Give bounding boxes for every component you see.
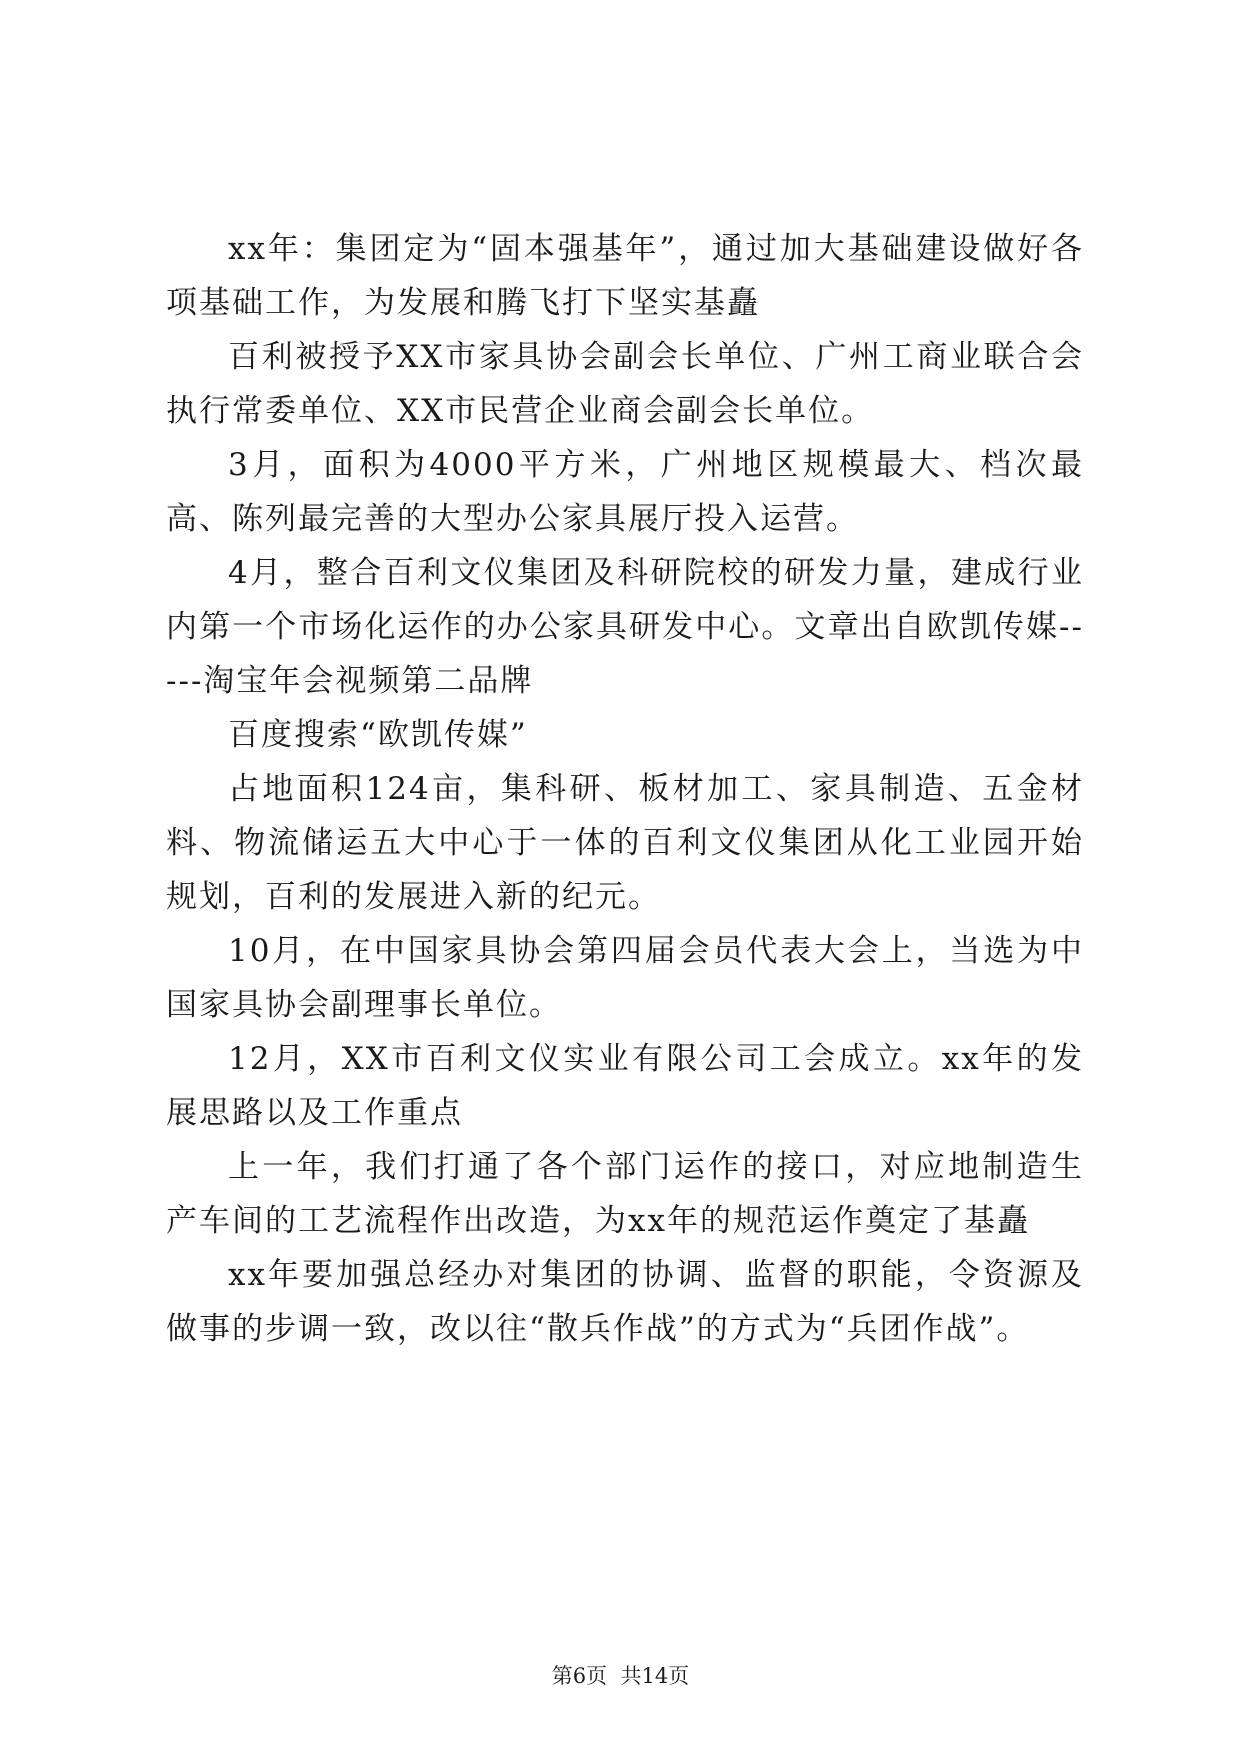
paragraph-2: 百利被授予XX市家具协会副会长单位、广州工商业联合会执行常委单位、XX市民营企业商会副会长单位。 [166, 339, 1084, 429]
paragraph-5: 百度搜索“欧凯传媒” [228, 717, 528, 753]
page-number: 第6页 共14页 [551, 1664, 690, 1688]
paragraph-3: 3月，面积为4000平方米，广州地区规模最大、档次最高、陈列最完善的大型办公家具展厅投入运营。 [166, 447, 1084, 537]
paragraph-1: xx年：集团定为“固本强基年”，通过加大基础建设做好各项基础工作，为发展和腾飞打下坚实基矗 [166, 231, 1084, 321]
paragraph-10: xx年要加强总经办对集团的协调、监督的职能，令资源及做事的步调一致，改以往“散兵作战”的方式为“兵团作战”。 [166, 1257, 1084, 1347]
paragraph-6: 占地面积124亩，集科研、板材加工、家具制造、五金材料、物流储运五大中心于一体的百利文仪集团从化工业园开始规划，百利的发展进入新的纪元。 [166, 771, 1084, 915]
page-footer [0, 1660, 1241, 1690]
document-body [166, 222, 1084, 1356]
paragraph-7: 10月，在中国家具协会第四届会员代表大会上，当选为中国家具协会副理事长单位。 [166, 933, 1084, 1023]
paragraph-4: 4月，整合百利文仪集团及科研院校的研发力量，建成行业内第一个市场化运作的办公家具研发中心。文章出自欧凯传媒-----淘宝年会视频第二品牌 [166, 555, 1084, 699]
paragraph-8: 12月，XX市百利文仪实业有限公司工会成立。xx年的发展思路以及工作重点 [166, 1041, 1084, 1131]
paragraph-9: 上一年，我们打通了各个部门运作的接口，对应地制造生产车间的工艺流程作出改造，为xx年的规范运作奠定了基矗 [166, 1149, 1084, 1239]
